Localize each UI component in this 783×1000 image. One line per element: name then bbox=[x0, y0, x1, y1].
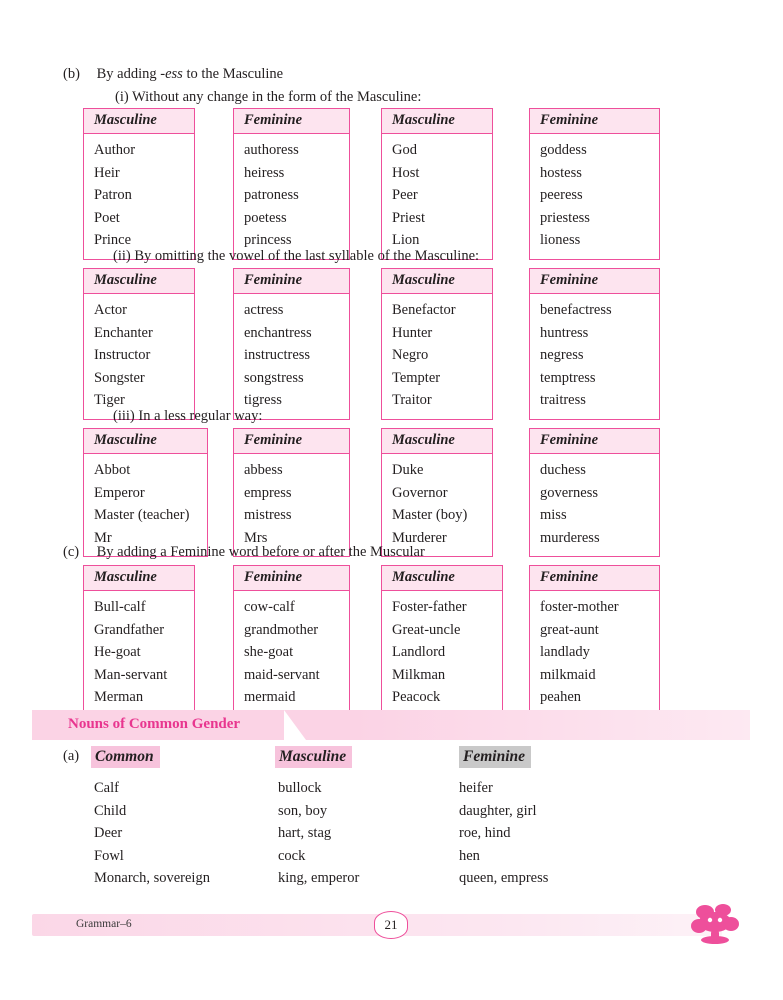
table-iii-feminine-1 bbox=[233, 428, 350, 557]
column-header-feminine: Feminine bbox=[234, 269, 349, 294]
list-item: empress bbox=[244, 484, 292, 501]
list-item: bullock bbox=[278, 780, 322, 796]
list-item: Mr bbox=[94, 529, 112, 546]
list-item: Foster-father bbox=[392, 599, 467, 615]
list-item: negress bbox=[540, 347, 584, 364]
list-item: daughter, girl bbox=[459, 802, 537, 819]
list-item: princess bbox=[244, 232, 292, 249]
list-item: Benefactor bbox=[392, 302, 456, 318]
table-ii-feminine-1 bbox=[233, 268, 350, 420]
rule-c-heading bbox=[63, 544, 425, 561]
list-item: Author bbox=[94, 142, 136, 158]
page-number: 21 bbox=[384, 917, 398, 932]
list-item: Patron bbox=[94, 187, 132, 204]
list-item: Peer bbox=[392, 187, 418, 204]
footer-book-label: Grammar–6 bbox=[76, 918, 132, 930]
list-item: enchantress bbox=[244, 324, 312, 341]
list-item: Great-uncle bbox=[392, 621, 461, 638]
table-iii-feminine-2 bbox=[529, 428, 660, 557]
list-item: foster-mother bbox=[540, 599, 619, 615]
list-item: Master (teacher) bbox=[94, 507, 190, 524]
list-item: Heir bbox=[94, 164, 120, 181]
table-c-feminine-1 bbox=[233, 565, 350, 717]
list-item: mermaid bbox=[244, 689, 296, 706]
table-ii-masculine-1 bbox=[83, 268, 195, 420]
list-item: son, boy bbox=[278, 802, 328, 819]
list-item: Peacock bbox=[392, 689, 441, 706]
list-item: lioness bbox=[540, 232, 581, 249]
list-item: king, emperor bbox=[278, 870, 360, 887]
subrule-i-heading: (i) Without any change in the form of the Masculine: bbox=[115, 89, 422, 105]
section-title: Nouns of Common Gender bbox=[68, 716, 241, 732]
list-item: miss bbox=[540, 507, 567, 524]
list-item: patroness bbox=[244, 187, 299, 204]
list-item: cock bbox=[278, 847, 306, 864]
list-item: Emperor bbox=[94, 484, 145, 501]
list-item: authoress bbox=[244, 142, 299, 158]
list-item: traitress bbox=[540, 392, 586, 409]
list-item: Fowl bbox=[94, 847, 124, 864]
list-item: Traitor bbox=[392, 392, 432, 409]
table-iii-masculine-1 bbox=[83, 428, 208, 557]
list-item: Lion bbox=[392, 232, 420, 249]
table-i-feminine-1 bbox=[233, 108, 350, 260]
table-ii-masculine-2 bbox=[381, 268, 493, 420]
list-item: Hunter bbox=[392, 324, 433, 341]
rule-b-text-emphasis: ess bbox=[165, 66, 183, 82]
list-item: milkmaid bbox=[540, 666, 596, 683]
column-header-masculine: Masculine bbox=[84, 109, 194, 134]
column-header-masculine: Masculine bbox=[382, 429, 492, 454]
list-item: songstress bbox=[244, 369, 304, 386]
list-item: hen bbox=[459, 847, 480, 864]
column-header-common: Common bbox=[91, 746, 160, 768]
list-item: Negro bbox=[392, 347, 429, 364]
list-item: Abbot bbox=[94, 462, 131, 478]
table-iii-masculine-2 bbox=[381, 428, 493, 557]
list-item: heiress bbox=[244, 164, 285, 181]
subrule-iii-heading: (iii) In a less regular way: bbox=[113, 408, 263, 424]
list-item: Host bbox=[392, 164, 420, 181]
list-item: governess bbox=[540, 484, 598, 501]
column-header-masculine: Masculine bbox=[382, 269, 492, 294]
subrule-ii-heading: (ii) By omitting the vowel of the last syllable of the Masculine: bbox=[113, 248, 480, 264]
rule-b-marker: (b) bbox=[63, 66, 80, 82]
list-item: Poet bbox=[94, 209, 120, 226]
list-item: great-aunt bbox=[540, 621, 599, 638]
rule-a-marker: (a) bbox=[63, 748, 80, 764]
list-item: tigress bbox=[244, 392, 282, 409]
table-i-feminine-2 bbox=[529, 108, 660, 260]
list-item: grandmother bbox=[244, 621, 319, 638]
list-item: queen, empress bbox=[459, 870, 549, 887]
list-item: Tiger bbox=[94, 392, 125, 409]
list-item: Monarch, sovereign bbox=[94, 870, 210, 887]
column-header-masculine: Masculine bbox=[84, 429, 207, 454]
list-item: cow-calf bbox=[244, 599, 295, 615]
table-c-masculine-2 bbox=[381, 565, 503, 717]
list-item: temptress bbox=[540, 369, 596, 386]
table-ii-feminine-2 bbox=[529, 268, 660, 420]
list-item: actress bbox=[244, 302, 284, 318]
rule-b-text-pre: By adding - bbox=[96, 66, 166, 82]
list-item: hostess bbox=[540, 164, 582, 181]
list-item: Mrs bbox=[244, 529, 268, 546]
rule-b-text-post: to the Masculine bbox=[182, 66, 284, 82]
list-item: mistress bbox=[244, 507, 292, 524]
column-header-feminine: Feminine bbox=[234, 109, 349, 134]
common-gender-common-column bbox=[94, 777, 210, 890]
common-gender-feminine-column bbox=[459, 777, 548, 890]
list-item: roe, hind bbox=[459, 825, 511, 842]
list-item: abbess bbox=[244, 462, 283, 478]
list-item: Duke bbox=[392, 462, 424, 478]
list-item: poetess bbox=[244, 209, 287, 226]
list-item: Deer bbox=[94, 825, 123, 842]
list-item: murderess bbox=[540, 529, 600, 546]
list-item: Man-servant bbox=[94, 666, 168, 683]
list-item: Actor bbox=[94, 302, 128, 318]
list-item: Milkman bbox=[392, 666, 446, 683]
list-item: Tempter bbox=[392, 369, 441, 386]
list-item: Songster bbox=[94, 369, 145, 386]
list-item: Landlord bbox=[392, 644, 446, 661]
column-header-feminine: Feminine bbox=[530, 429, 659, 454]
common-gender-masculine-column bbox=[278, 777, 359, 890]
table-i-masculine-2 bbox=[381, 108, 493, 260]
list-item: benefactress bbox=[540, 302, 612, 318]
rule-c-marker: (c) bbox=[63, 544, 80, 560]
table-c-feminine-2 bbox=[529, 565, 660, 717]
list-item: peahen bbox=[540, 689, 582, 706]
flower-decoration-icon bbox=[685, 900, 745, 944]
column-header-masculine: Masculine bbox=[382, 109, 492, 134]
column-header-masculine: Masculine bbox=[84, 566, 194, 591]
list-item: Prince bbox=[94, 232, 132, 249]
column-header-masculine: Masculine bbox=[275, 746, 352, 768]
list-item: Instructor bbox=[94, 347, 151, 364]
list-item: peeress bbox=[540, 187, 583, 204]
list-item: Governor bbox=[392, 484, 448, 501]
list-item: Calf bbox=[94, 780, 119, 796]
list-item: huntress bbox=[540, 324, 589, 341]
list-item: duchess bbox=[540, 462, 586, 478]
list-item: maid-servant bbox=[244, 666, 320, 683]
column-header-masculine: Masculine bbox=[382, 566, 502, 591]
list-item: landlady bbox=[540, 644, 590, 661]
column-header-masculine: Masculine bbox=[84, 269, 194, 294]
table-i-masculine-1 bbox=[83, 108, 195, 260]
list-item: goddess bbox=[540, 142, 587, 158]
list-item: Master (boy) bbox=[392, 507, 468, 524]
list-item: Merman bbox=[94, 689, 144, 706]
column-header-feminine: Feminine bbox=[234, 566, 349, 591]
column-header-feminine: Feminine bbox=[530, 566, 659, 591]
list-item: she-goat bbox=[244, 644, 294, 661]
column-header-feminine: Feminine bbox=[234, 429, 349, 454]
list-item: hart, stag bbox=[278, 825, 332, 842]
list-item: Murderer bbox=[392, 529, 447, 546]
column-header-feminine: Feminine bbox=[459, 746, 531, 768]
list-item: God bbox=[392, 142, 417, 158]
list-item: Child bbox=[94, 802, 127, 819]
list-item: He-goat bbox=[94, 644, 141, 661]
rule-b-heading bbox=[63, 66, 283, 83]
rule-c-text: By adding a Feminine word before or after the Muscular bbox=[96, 544, 425, 560]
list-item: Enchanter bbox=[94, 324, 153, 341]
list-item: instructress bbox=[244, 347, 311, 364]
column-header-feminine: Feminine bbox=[530, 109, 659, 134]
list-item: heifer bbox=[459, 780, 493, 796]
table-c-masculine-1 bbox=[83, 565, 195, 717]
list-item: Bull-calf bbox=[94, 599, 146, 615]
list-item: Priest bbox=[392, 209, 426, 226]
column-header-feminine: Feminine bbox=[530, 269, 659, 294]
list-item: priestess bbox=[540, 209, 590, 226]
list-item: Grandfather bbox=[94, 621, 165, 638]
